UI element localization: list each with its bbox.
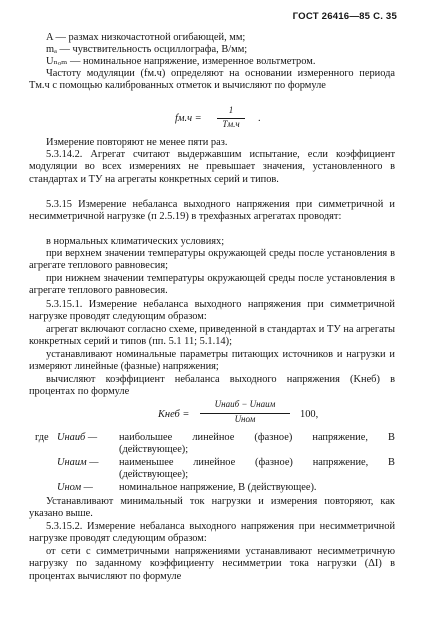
paragraph-set-parameters: устанавливают номинальные параметры питающих источников и нагрузки и измеряют линейные (фазные) напряжения;	[29, 349, 395, 373]
formula2-denominator: Uном	[234, 414, 256, 424]
paragraph-modulation-frequency: Частоту модуляции (fм.ч) определяют на основании измеренного периода Tм.ч с помощью калиброванных отметок и вычисляют по формуле	[29, 68, 395, 92]
definition-ma: mₐ — чувствительность осциллографа, В/мм;	[46, 44, 248, 55]
paragraph-calculate-coefficient: вычисляют коэффициент небаланса выходного напряжения (Kнеб) в процентах по формуле	[29, 374, 395, 398]
paragraph-5-3-15: 5.3.15 Измерение небаланса выходного напряжения при симметричной и несимметричной нагрузке (п 2.5.19) в трехфазных агрегатах проводят:	[29, 199, 395, 223]
definition-u-min-text: наименьшее линейное (фазное) напряжение, В (действующее);	[119, 457, 395, 481]
page-header: ГОСТ 26416—85 С. 35	[292, 11, 397, 22]
formula1-denominator: Tм.ч	[222, 119, 240, 129]
paragraph-5-3-14-2: 5.3.14.2. Агрегат считают выдержавшим испытание, если коэффициент модуляции во всех измерениях не превышает значения, установленного в стандартах и ТУ на агрегаты конкретных серий и типов.	[29, 149, 395, 185]
definition-u-max-text: наибольшее линейное (фазное) напряжение, В (действующее);	[119, 432, 395, 456]
paragraph-normal-conditions: в нормальных климатических условиях;	[46, 236, 225, 247]
formula1-period: .	[258, 113, 261, 124]
definition-u-nom	[29, 482, 395, 495]
definition-u-nom-symbol: Uном —	[57, 482, 93, 493]
paragraph-aggregate-on: агрегат включают согласно схеме, приведенной в стандартах и ТУ на агрегаты конкретных серий и типов (пп. 5.1 11; 5.1.14);	[29, 324, 395, 348]
paragraph-5-3-15-2: 5.3.15.2. Измерение небаланса выходного напряжения при несимметричной нагрузке проводят следующим образом:	[29, 521, 395, 545]
formula2-lhs: Kнеб =	[158, 409, 190, 420]
definition-unom: Uₙₒₘ — номинальное напряжение, измеренное вольтметром.	[46, 56, 316, 67]
formula-modulation-frequency	[0, 107, 423, 133]
where-label: где	[35, 432, 49, 443]
paragraph-minimum-current: Устанавливают минимальный ток нагрузки и измерения повторяют, как указано выше.	[29, 496, 395, 520]
paragraph-5-3-15-1: 5.3.15.1. Измерение небаланса выходного напряжения при симметричной нагрузке проводят следующим образом:	[29, 299, 395, 323]
paragraph-upper-temperature: при верхнем значении температуры окружающей среды после установления в агрегате теплового равновесия;	[29, 248, 395, 272]
formula2-numerator: Uнаиб − Uнаим	[214, 399, 276, 409]
formula1-lhs: fм.ч =	[175, 113, 202, 124]
definition-u-min-symbol: Uнаим —	[57, 457, 99, 468]
paragraph-asymmetric-network: от сети с симметричными напряжениями устанавливают несимметричную нагрузку по заданному коэффициенту несимметрии тока нагрузки (ΔI) в процентах вычисляют по формуле	[29, 546, 395, 582]
definition-u-min	[29, 457, 395, 482]
definition-u-max	[29, 432, 395, 457]
formula-imbalance-coefficient	[0, 401, 423, 427]
formula1-numerator: 1	[228, 105, 234, 115]
definition-u-max-symbol: Uнаиб —	[57, 432, 98, 443]
paragraph-repeat: Измерение повторяют не менее пяти раз.	[46, 137, 228, 148]
formula2-multiplier: 100,	[300, 409, 319, 420]
definition-a: A — размах низкочастотной огибающей, мм;	[46, 32, 246, 43]
definition-u-nom-text: номинальное напряжение, В (действующее).	[119, 482, 317, 493]
paragraph-lower-temperature: при нижнем значении температуры окружающей среды после установления в агрегате теплового равновесия.	[29, 273, 395, 297]
